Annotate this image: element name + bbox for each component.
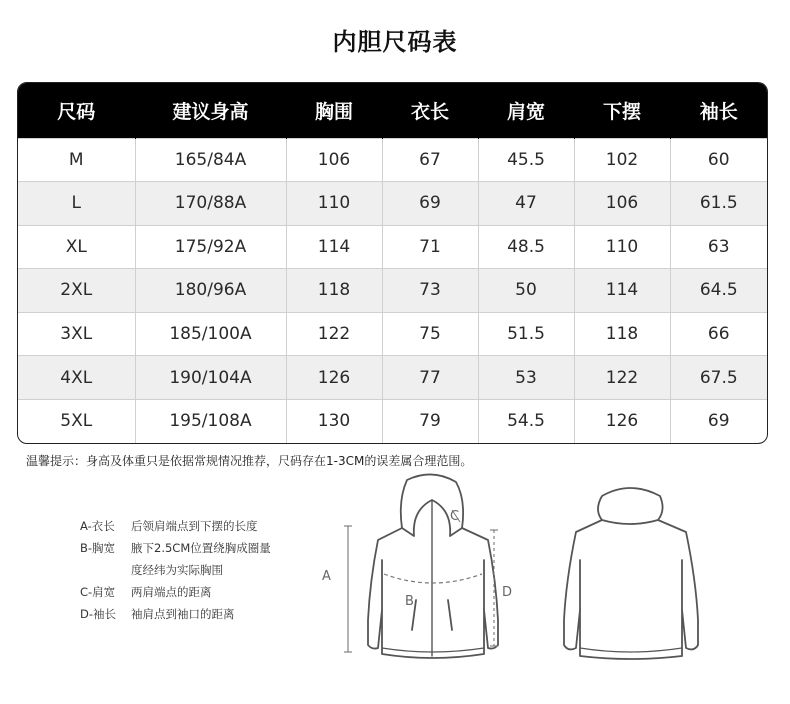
header-sleeve: 袖长: [670, 83, 767, 138]
definition-key: C-肩宽: [80, 585, 116, 599]
label-d: D: [502, 585, 513, 600]
definition-key: A-衣长: [80, 519, 115, 533]
cell-shoulder: 53: [478, 356, 574, 400]
definition-key: D-袖长: [80, 607, 117, 621]
cell-hem: 122: [574, 356, 670, 400]
table-row: [18, 399, 767, 443]
cell-hem: 106: [574, 182, 670, 226]
definition-value: 袖肩点到袖口的距离: [131, 607, 235, 621]
table-row: [18, 225, 767, 269]
cell-hem: 102: [574, 138, 670, 182]
cell-hem: 110: [574, 225, 670, 269]
cell-hem: 114: [574, 269, 670, 313]
cell-sleeve: 60: [670, 138, 767, 182]
cell-height: 165/84A: [135, 138, 286, 182]
cell-height: 185/100A: [135, 312, 286, 356]
cell-length: 69: [382, 182, 478, 226]
jacket-back-diagram: [550, 470, 710, 670]
cell-hem: 126: [574, 399, 670, 443]
label-a: A: [322, 569, 331, 584]
cell-hem: 118: [574, 312, 670, 356]
cell-size: 4XL: [18, 356, 135, 400]
table-row: [18, 138, 767, 182]
header-length: 衣长: [382, 83, 478, 138]
header-shoulder: 肩宽: [478, 83, 574, 138]
cell-chest: 106: [286, 138, 382, 182]
cell-sleeve: 67.5: [670, 356, 767, 400]
cell-size: L: [18, 182, 135, 226]
jacket-front-diagram: [312, 470, 532, 670]
cell-length: 73: [382, 269, 478, 313]
page-title: 内胆尺码表: [332, 28, 458, 56]
cell-sleeve: 63: [670, 225, 767, 269]
cell-sleeve: 61.5: [670, 182, 767, 226]
table-header-row: [18, 83, 767, 138]
cell-shoulder: 50: [478, 269, 574, 313]
cell-chest: 122: [286, 312, 382, 356]
header-hem: 下摆: [574, 83, 670, 138]
cell-chest: 118: [286, 269, 382, 313]
cell-size: 2XL: [18, 269, 135, 313]
table-row: [18, 312, 767, 356]
header-size: 尺码: [57, 100, 96, 123]
definition-value: 两肩端点的距离: [131, 585, 212, 599]
header-chest: 胸围: [286, 83, 382, 138]
cell-shoulder: 45.5: [478, 138, 574, 182]
cell-length: 67: [382, 138, 478, 182]
cell-shoulder: 47: [478, 182, 574, 226]
label-b: B: [405, 594, 414, 609]
cell-chest: 110: [286, 182, 382, 226]
cell-sleeve: 66: [670, 312, 767, 356]
cell-height: 195/108A: [135, 399, 286, 443]
cell-length: 79: [382, 399, 478, 443]
size-table: [17, 82, 768, 444]
cell-length: 77: [382, 356, 478, 400]
cell-shoulder: 51.5: [478, 312, 574, 356]
cell-chest: 130: [286, 399, 382, 443]
cell-size: 3XL: [18, 312, 135, 356]
cell-sleeve: 69: [670, 399, 767, 443]
table-row: [18, 356, 767, 400]
cell-height: 180/96A: [135, 269, 286, 313]
cell-shoulder: 54.5: [478, 399, 574, 443]
definition-value: 度经纬为实际胸围: [131, 563, 223, 577]
definition-key: B-胸宽: [80, 541, 116, 555]
table-row: [18, 182, 767, 226]
cell-height: 175/92A: [135, 225, 286, 269]
cell-size: 5XL: [18, 399, 135, 443]
cell-length: 71: [382, 225, 478, 269]
cell-height: 170/88A: [135, 182, 286, 226]
cell-size: M: [18, 138, 135, 182]
cell-shoulder: 48.5: [478, 225, 574, 269]
cell-chest: 114: [286, 225, 382, 269]
cell-height: 190/104A: [135, 356, 286, 400]
cell-size: XL: [18, 225, 135, 269]
definition-value: 后领肩端点到下摆的长度: [131, 519, 258, 533]
header-height: 建议身高: [135, 83, 286, 138]
definition-value: 腋下2.5CM位置绕胸成圈量: [131, 541, 271, 555]
cell-chest: 126: [286, 356, 382, 400]
cell-sleeve: 64.5: [670, 269, 767, 313]
label-c: C: [450, 509, 460, 524]
tip-text: 温馨提示：身高及体重只是依据常规情况推荐，尺码存在1-3CM的误差属合理范围。: [26, 454, 473, 468]
cell-length: 75: [382, 312, 478, 356]
table-row: [18, 269, 767, 313]
